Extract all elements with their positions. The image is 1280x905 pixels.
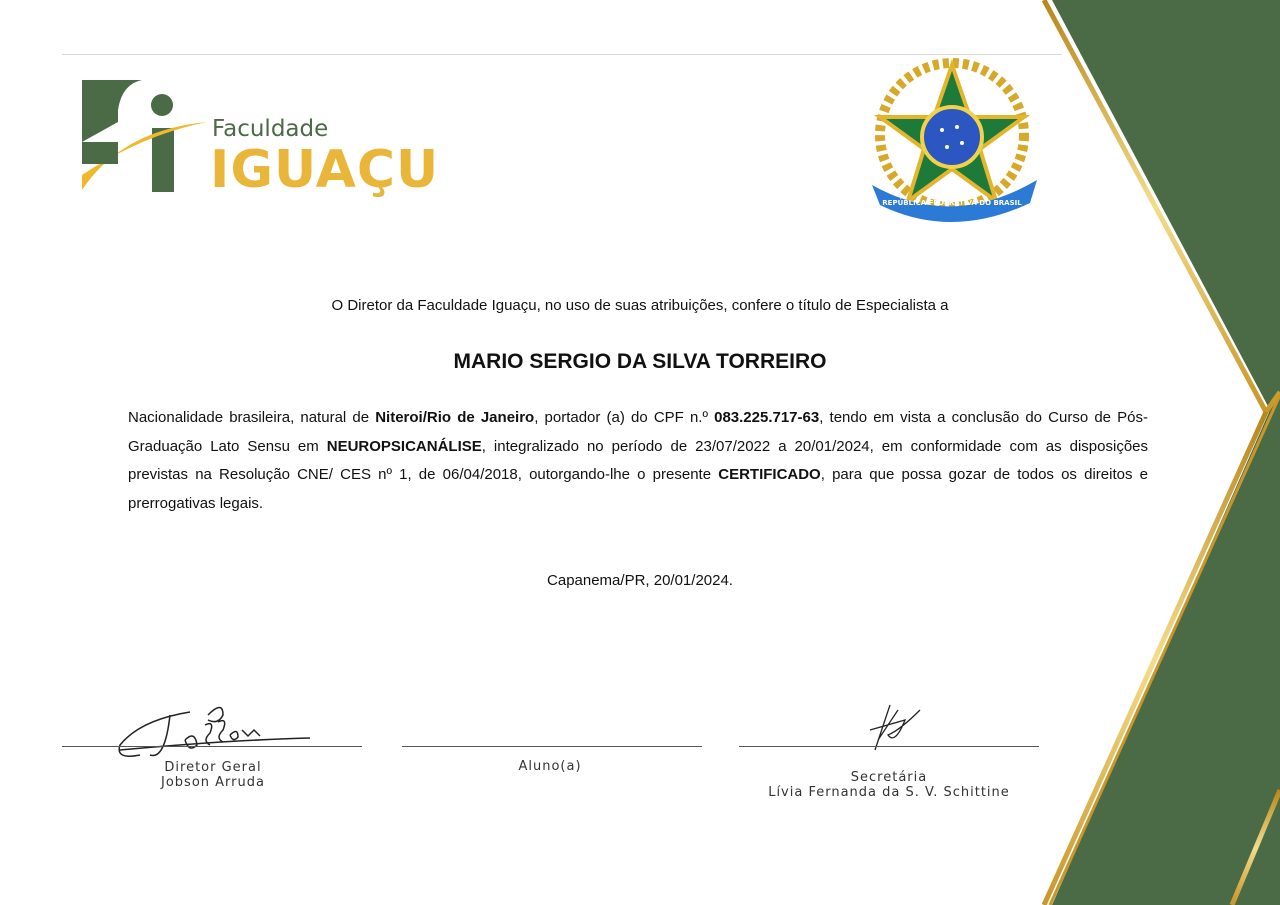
student-signature-line xyxy=(402,746,702,747)
director-signature-line xyxy=(62,746,362,747)
certificate-body xyxy=(128,404,1148,518)
brazil-coat-of-arms-icon xyxy=(862,55,1042,235)
student-role: Aluno(a) xyxy=(518,759,582,774)
director-name: Jobson Arruda xyxy=(161,775,265,790)
student-name: MARIO SERGIO DA SILVA TORREIRO xyxy=(453,350,827,373)
secretary-signature-label xyxy=(739,770,1039,800)
document-type: CERTIFICADO xyxy=(718,466,821,483)
logo-text-faculdade: Faculdade xyxy=(212,116,329,142)
director-role: Diretor Geral xyxy=(164,760,262,775)
body-text: Nacionalidade brasileira, natural de xyxy=(128,409,376,426)
birthplace: Niteroi/Rio de Janeiro xyxy=(375,409,535,426)
certificate-intro: O Diretor da Faculdade Iguaçu, no uso de suas atribuições, confere o título de Especialista a xyxy=(331,297,949,314)
director-signature-label xyxy=(113,760,313,790)
course-name: NEUROPSICANÁLISE xyxy=(326,437,482,455)
body-text: , portador (a) do CPF n.º xyxy=(534,409,715,426)
seal-text: REPÚBLICA FEDERATIVA DO BRASIL xyxy=(882,199,1022,207)
body-text: , para que possa gozar de todos os direitos e prerrogativas legais. xyxy=(128,466,1148,512)
student-signature-label xyxy=(450,759,650,774)
place-date: Capanema/PR, 20/01/2024. xyxy=(547,572,733,589)
secretary-name: Lívia Fernanda da S. V. Schittine xyxy=(768,785,1010,800)
secretary-signature-line xyxy=(739,746,1039,747)
secretary-role: Secretária xyxy=(850,770,928,785)
cpf: 083.225.717-63 xyxy=(714,409,820,426)
faculdade-iguacu-logo-icon xyxy=(82,80,212,195)
logo-text-iguacu: IGUAÇU xyxy=(210,140,440,200)
body-text: , tendo em vista a conclusão do Curso de Pós-Graduação Lato Sensu em xyxy=(128,409,1148,455)
body-text: , integralizado no período de 23/07/2022 a 20/01/2024, em conformidade com as disposições previstas na Resolução CNE/ CES nº 1, de 06/04/2018, outorgando-lhe o presente xyxy=(128,437,1148,483)
